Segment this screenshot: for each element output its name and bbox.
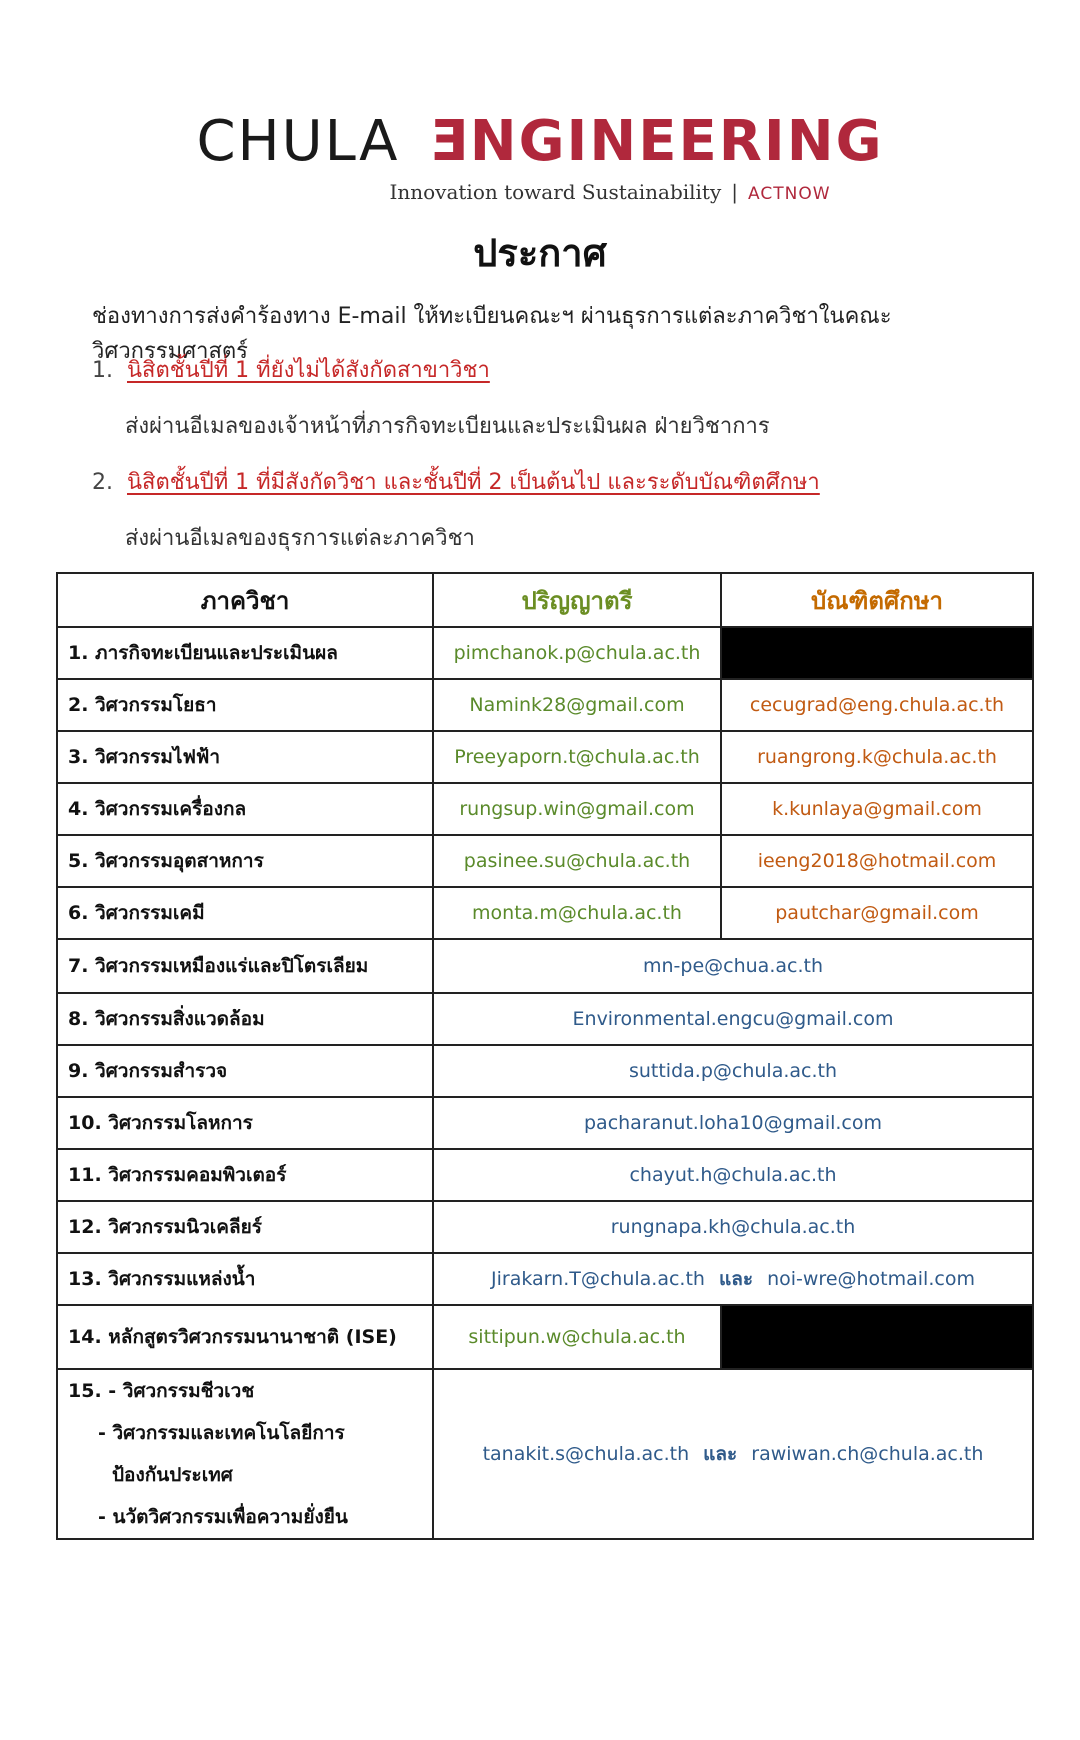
shared-email-pair xyxy=(433,1369,1033,1539)
undergrad-email[interactable]: Namink28@gmail.com xyxy=(433,679,721,731)
department-name: 4. วิศวกรรมเครื่องกล xyxy=(57,783,433,835)
tagline-text: Innovation toward Sustainability xyxy=(389,180,722,204)
department-name: 1. ภารกิจทะเบียนและประเมินผล xyxy=(57,627,433,679)
redacted-cell xyxy=(721,627,1033,679)
list-item-1 xyxy=(92,352,490,387)
and-word: และ xyxy=(703,1443,738,1465)
list-item-2 xyxy=(92,464,820,499)
intro-text: ช่องทางการส่งคำร้องทาง E-mail ให้ทะเบียนคณะฯ ผ่านธุรการแต่ละภาควิชาในคณะวิศวกรรมศาสตร์ xyxy=(92,304,892,364)
page-title: ประกาศ xyxy=(473,231,607,275)
department-line: ป้องกันประเทศ xyxy=(112,1464,233,1486)
department-name: 12. วิศวกรรมนิวเคลียร์ xyxy=(57,1201,433,1253)
department-name: 8. วิศวกรรมสิ่งแวดล้อม xyxy=(57,993,433,1045)
actnow-logo: ACTNOW xyxy=(748,184,831,204)
item-detail: ส่งผ่านอีเมลของเจ้าหน้าที่ภารกิจทะเบียนและประเมินผล ฝ่ายวิชาการ xyxy=(125,414,770,439)
item-detail: ส่งผ่านอีเมลของธุรการแต่ละภาควิชา xyxy=(125,526,475,551)
table-row xyxy=(57,627,1033,679)
table-row xyxy=(57,1201,1033,1253)
column-header-graduate: บัณฑิตศึกษา xyxy=(721,573,1033,627)
table-row xyxy=(57,783,1033,835)
shared-email[interactable]: mn-pe@chua.ac.th xyxy=(433,939,1033,993)
tagline-separator: | xyxy=(731,180,739,204)
undergrad-email[interactable]: pimchanok.p@chula.ac.th xyxy=(433,627,721,679)
table-row xyxy=(57,731,1033,783)
shared-email[interactable]: rungnapa.kh@chula.ac.th xyxy=(433,1201,1033,1253)
undergrad-email[interactable]: monta.m@chula.ac.th xyxy=(433,887,721,939)
logo-engineering-text: ƎNGINEERING xyxy=(429,109,884,174)
department-name: 5. วิศวกรรมอุตสาหการ xyxy=(57,835,433,887)
table-row xyxy=(57,1097,1033,1149)
chula-engineering-logo xyxy=(0,110,1080,174)
table-row xyxy=(57,1045,1033,1097)
shared-email[interactable]: noi-wre@hotmail.com xyxy=(767,1268,975,1290)
department-name: 3. วิศวกรรมไฟฟ้า xyxy=(57,731,433,783)
table-row xyxy=(57,1253,1033,1305)
shared-email[interactable]: pacharanut.loha10@gmail.com xyxy=(433,1097,1033,1149)
graduate-email[interactable]: cecugrad@eng.chula.ac.th xyxy=(721,679,1033,731)
undergrad-email[interactable]: sittipun.w@chula.ac.th xyxy=(433,1305,721,1369)
department-name: 9. วิศวกรรมสำรวจ xyxy=(57,1045,433,1097)
graduate-email[interactable]: ieeng2018@hotmail.com xyxy=(721,835,1033,887)
table-row xyxy=(57,993,1033,1045)
undergrad-email[interactable]: Preeyaporn.t@chula.ac.th xyxy=(433,731,721,783)
graduate-email[interactable]: k.kunlaya@gmail.com xyxy=(721,783,1033,835)
graduate-email[interactable]: ruangrong.k@chula.ac.th xyxy=(721,731,1033,783)
table-row xyxy=(57,835,1033,887)
item-heading: นิสิตชั้นปีที่ 1 ที่มีสังกัดวิชา และชั้นปีที่ 2 เป็นต้นไป และระดับบัณฑิตศึกษา xyxy=(127,470,820,495)
shared-email[interactable]: tanakit.s@chula.ac.th xyxy=(482,1443,690,1465)
item-number: 1. xyxy=(92,358,113,383)
table-row xyxy=(57,679,1033,731)
department-name: 13. วิศวกรรมแหล่งน้ำ xyxy=(57,1253,433,1305)
tagline xyxy=(0,180,1080,204)
column-header-department: ภาควิชา xyxy=(57,573,433,627)
department-name: 2. วิศวกรรมโยธา xyxy=(57,679,433,731)
email-contact-table xyxy=(56,572,1034,1540)
item-heading: นิสิตชั้นปีที่ 1 ที่ยังไม่ได้สังกัดสาขาวิชา xyxy=(127,358,490,383)
shared-email[interactable]: chayut.h@chula.ac.th xyxy=(433,1149,1033,1201)
header xyxy=(0,110,1080,204)
shared-email[interactable]: suttida.p@chula.ac.th xyxy=(433,1045,1033,1097)
department-name: 6. วิศวกรรมเคมี xyxy=(57,887,433,939)
department-name xyxy=(57,1369,433,1539)
department-name: 14. หลักสูตรวิศวกรรมนานาชาติ (ISE) xyxy=(57,1305,433,1369)
and-word: และ xyxy=(718,1268,754,1290)
shared-email[interactable]: Environmental.engcu@gmail.com xyxy=(433,993,1033,1045)
department-name: 7. วิศวกรรมเหมืองแร่และปิโตรเลียม xyxy=(57,939,433,993)
undergrad-email[interactable]: pasinee.su@chula.ac.th xyxy=(433,835,721,887)
shared-email[interactable]: rawiwan.ch@chula.ac.th xyxy=(751,1443,984,1465)
table-row xyxy=(57,1369,1033,1539)
table-header-row xyxy=(57,573,1033,627)
department-name: 10. วิศวกรรมโลหการ xyxy=(57,1097,433,1149)
item-number: 2. xyxy=(92,470,113,495)
table-row xyxy=(57,1149,1033,1201)
shared-email[interactable]: Jirakarn.T@chula.ac.th xyxy=(491,1268,705,1290)
department-line: - นวัตวิศวกรรมเพื่อความยั่งยืน xyxy=(98,1506,348,1528)
graduate-email[interactable]: pautchar@gmail.com xyxy=(721,887,1033,939)
department-line: - วิศวกรรมและเทคโนโลยีการ xyxy=(98,1422,345,1444)
table-row xyxy=(57,1305,1033,1369)
column-header-undergrad: ปริญญาตรี xyxy=(433,573,721,627)
redacted-cell xyxy=(721,1305,1033,1369)
table-row xyxy=(57,939,1033,993)
table-row xyxy=(57,887,1033,939)
department-name: 11. วิศวกรรมคอมพิวเตอร์ xyxy=(57,1149,433,1201)
shared-email-pair xyxy=(433,1253,1033,1305)
undergrad-email[interactable]: rungsup.win@gmail.com xyxy=(433,783,721,835)
department-line: 15. - วิศวกรรมชีวเวช xyxy=(68,1380,255,1402)
logo-chula-text: CHULA xyxy=(196,109,400,174)
